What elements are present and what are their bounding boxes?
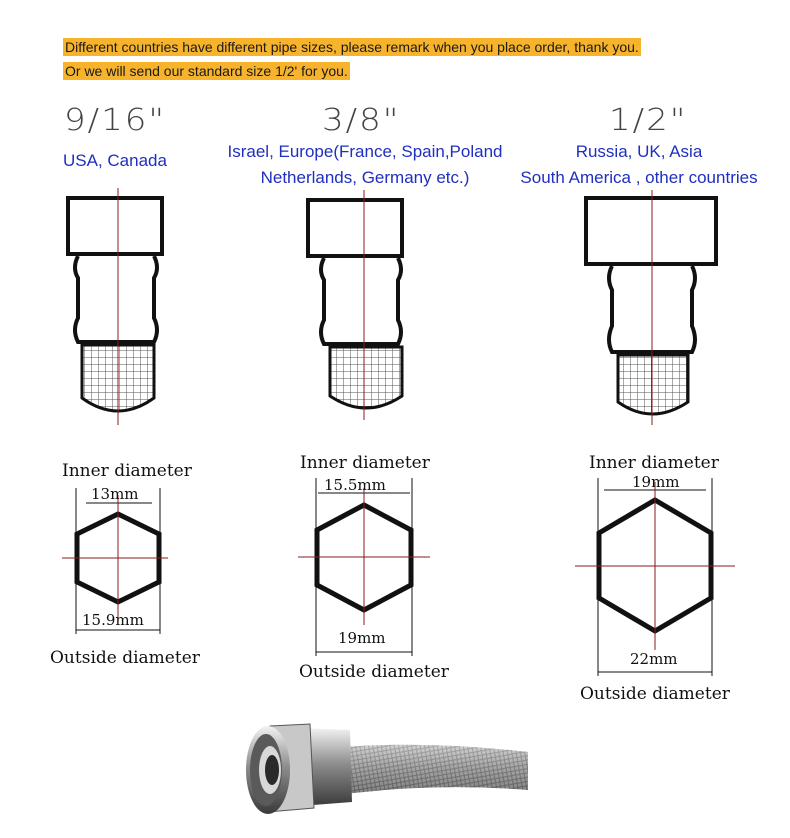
outside-diameter-value-1: 15.9mm	[82, 611, 144, 629]
inner-diameter-label-2: Inner diameter	[300, 453, 430, 473]
inner-diameter-label-3: Inner diameter	[589, 453, 719, 473]
hexagon-diagram-19mm	[575, 478, 735, 676]
outside-diameter-value-3: 22mm	[630, 650, 678, 668]
size-label-1-2: 1/2"	[609, 102, 688, 138]
outside-diameter-label-3: Outside diameter	[580, 684, 730, 704]
region-russia-line1: Russia, UK, Asia	[575, 142, 703, 161]
braided-hose-photo	[246, 724, 528, 814]
inner-diameter-label-1: Inner diameter	[62, 461, 192, 481]
inner-diameter-value-2: 15.5mm	[324, 476, 386, 494]
size-label-3-8: 3/8"	[322, 102, 401, 138]
region-russia-line2: South America , other countries	[520, 168, 758, 187]
region-europe-line1: Israel, Europe(France, Spain,Poland	[227, 142, 503, 161]
region-usa-canada: USA, Canada	[63, 151, 167, 170]
notice-line-1: Different countries have different pipe sizes, please remark when you place order, thank you.	[65, 39, 639, 55]
outside-diameter-label-1: Outside diameter	[50, 648, 200, 668]
fitting-drawing-3-8	[308, 200, 402, 408]
inner-diameter-value-1: 13mm	[91, 485, 139, 503]
fitting-drawing-1-2	[586, 198, 716, 414]
inner-diameter-value-3: 19mm	[632, 473, 680, 491]
size-label-9-16: 9/16"	[64, 102, 166, 138]
outside-diameter-value-2: 19mm	[338, 629, 386, 647]
notice-line-2: Or we will send our standard size 1/2' for you.	[65, 63, 348, 79]
outside-diameter-label-2: Outside diameter	[299, 662, 449, 682]
fitting-drawing-9-16	[68, 198, 162, 411]
region-europe-line2: Netherlands, Germany etc.)	[260, 168, 470, 187]
